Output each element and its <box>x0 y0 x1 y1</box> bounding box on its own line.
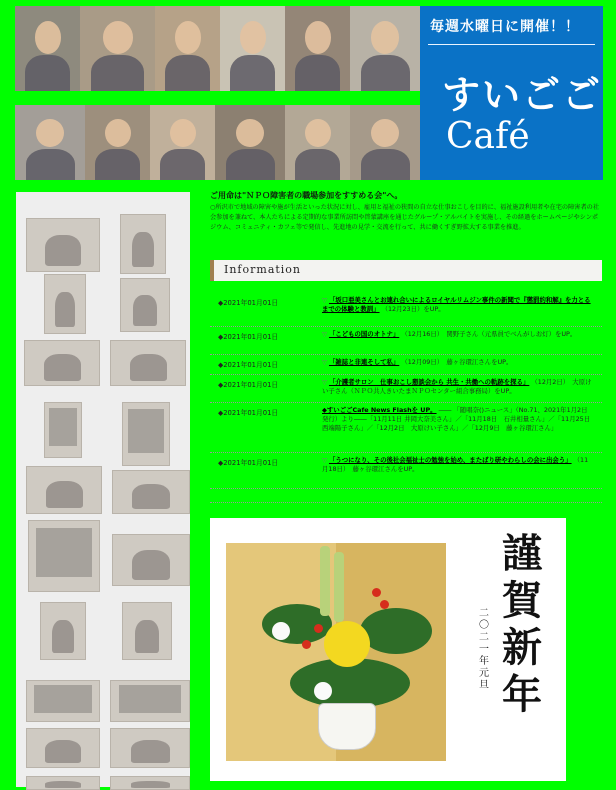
news-link[interactable]: 「こどもの国のオトナ」 <box>328 330 400 338</box>
cafe-logo <box>420 6 603 180</box>
red-berry <box>372 588 381 597</box>
header-banner <box>15 6 603 180</box>
news-item <box>210 354 602 375</box>
gallery-thumbnail[interactable] <box>26 466 102 514</box>
news-date: ◆2021年01月01日 <box>218 459 279 467</box>
news-link[interactable]: 「介護者サロン 仕事おこし懇談会から 共生・共働への軌跡を探る」 <box>328 378 530 386</box>
news-item <box>210 292 602 327</box>
gallery-thumbnail[interactable] <box>26 218 100 272</box>
news-link[interactable]: ◆すいごごCafe News Flashを UP。 <box>322 406 437 414</box>
greeting-date: 二〇二一年元旦 <box>479 608 489 691</box>
gallery-thumbnail[interactable] <box>26 680 100 722</box>
news-date: ◆2021年01月01日 <box>218 333 279 341</box>
news-item <box>210 326 602 355</box>
brand-divider <box>428 44 595 45</box>
intro-title: ご用命は"ＮＰＯ障害者の職場参加をすすめる会"へ。 <box>210 191 403 200</box>
red-berry <box>314 624 323 633</box>
news-rest: （12月2日） 大原けい子さん（ＮＰＯ共人きいたまＮＰＯセンター組合事務局）をUP。 <box>322 378 592 396</box>
news-text: ▽ 「こどもの国のオトナ」 （12月16日） 関野子さん（元県員でべんがしお灯）をUP。 <box>322 330 577 338</box>
pine-branch <box>360 608 432 654</box>
news-rest: ―― 「随唱奈()ニュース」（No.71、2021年1月2日発行）より――「11月11日 井岡大奈美さん」／「11月18日 石井相量さん」／「11月25日 西端陽子さん」／「12月2日 大原けい子さん」／「12月9日 藤ヶ谷環江さん」 <box>322 406 597 433</box>
yellow-chrysanthemum <box>324 621 370 667</box>
gallery-thumbnail[interactable] <box>44 274 86 334</box>
photo <box>155 6 220 91</box>
intro-body: ○所沢市で地域の障害や施が生活といった状況に対し、雇用と福祉の狭間の自立な仕事おこしを目的に、福祉施設利用者や在宅の障害者の社会参加を兼ねて、本人たちによる定期的な事業所訪問や啓蒙講座を通じたグループ・アルバイトを実施し、その経過をホームページやシンポジウム、コミュニティ・カフェ等で発信し、先進地の見学・交流を行って、共に働くすぎ野拡大する事業を推進。 <box>210 204 600 231</box>
gallery-thumbnail[interactable] <box>122 402 170 466</box>
news-item <box>210 402 602 453</box>
news-date: ◆2021年01月01日 <box>218 299 279 307</box>
gallery-thumbnail[interactable] <box>110 340 186 386</box>
photo <box>85 105 150 180</box>
news-rest: （11月18日） 藤ヶ谷環江さんをUP。 <box>322 456 589 474</box>
vase <box>318 703 376 750</box>
gallery-thumbnail[interactable] <box>24 340 100 386</box>
gallery-thumbnail[interactable] <box>110 680 190 722</box>
news-item <box>210 452 602 489</box>
gallery-thumbnail[interactable] <box>26 776 100 790</box>
gallery-thumbnail[interactable] <box>120 278 170 332</box>
photo <box>285 105 350 180</box>
gallery-thumbnail[interactable] <box>112 470 190 514</box>
gallery-thumbnail[interactable] <box>110 728 190 768</box>
news-rest: （12月09日） 藤ヶ谷環江さんをUP。 <box>401 358 513 366</box>
new-year-card <box>210 518 566 781</box>
news-text: ▽ 「うつになり、その後社会福祉士の勉強を始め、またばり研やわらしの会に出会う」 （11月18日） 藤ヶ谷環江さんをUP。 <box>322 456 589 474</box>
news-date: ◆2021年01月01日 <box>218 381 279 389</box>
gallery-thumbnail[interactable] <box>26 728 100 768</box>
news-link[interactable]: 「坂口亜美さんとお連れ合いによるロイヤルリムジン事件の新聞で『懲罰約和解』を力とるまでの体験と教訓」 <box>322 296 591 314</box>
photo <box>80 6 155 91</box>
photo <box>15 6 80 91</box>
photo <box>150 105 215 180</box>
brand-name-en: Café <box>446 116 530 157</box>
white-flower <box>272 622 290 640</box>
greeting-main: 謹賀新年 <box>502 530 542 718</box>
gallery-thumbnail[interactable] <box>40 602 86 660</box>
news-date: ◆2021年01月01日 <box>218 409 279 417</box>
news-link[interactable]: 「うつになり、その後社会福祉士の勉強を始め、またばり研やわらしの会に出会う」 <box>328 456 572 464</box>
news-date: ◆2021年01月01日 <box>218 361 279 369</box>
news-text <box>322 406 597 434</box>
red-berry <box>302 640 311 649</box>
photo-mosaic <box>15 6 420 180</box>
photo <box>350 6 420 91</box>
news-text: ▽ 「坂口亜美さんとお連れ合いによるロイヤルリムジン事件の新聞で『懲罰約和解』を力とるまでの体験と教訓」 （12月23日）をUP。 <box>322 296 591 314</box>
brand-name-jp: すいごご <box>442 73 603 117</box>
gallery-thumbnail[interactable] <box>110 776 190 790</box>
news-text: ▽ 「介護者サロン 仕事おこし懇談会から 共生・共働への軌跡を探る」 （12月2日） 大原けい子さん（ＮＰＯ共人きいたまＮＰＯセンター組合事務局）をUP。 <box>322 378 592 396</box>
gallery-thumbnail[interactable] <box>120 214 166 274</box>
bamboo-stalk <box>320 546 330 616</box>
gallery-thumbnail[interactable] <box>28 520 100 592</box>
gallery-thumbnail[interactable] <box>44 402 82 458</box>
news-rest: （12月16日） 関野子さん（元県員でべんがしお灯）をUP。 <box>401 330 577 338</box>
section-title: Information <box>224 263 302 276</box>
photo <box>15 105 85 180</box>
news-item <box>210 374 602 403</box>
gallery-thumbnail[interactable] <box>112 534 190 586</box>
brand-schedule: 毎週水曜日に開催！！ <box>430 19 580 35</box>
news-rest: （12月23日）をUP。 <box>381 305 445 314</box>
gallery-thumbnail[interactable] <box>122 602 172 660</box>
white-flower <box>314 682 332 700</box>
news-separator <box>210 488 602 503</box>
information-header <box>210 260 602 281</box>
photo <box>220 6 285 91</box>
sidebar-gallery <box>16 192 190 787</box>
photo <box>215 105 285 180</box>
bamboo-stalk <box>334 552 344 622</box>
photo <box>285 6 350 91</box>
photo <box>350 105 420 180</box>
news-text: ▽ 「雑誌と非連そして私」 （12月09日） 藤ヶ谷環江さんをUP。 <box>322 358 513 366</box>
red-berry <box>380 600 389 609</box>
news-link[interactable]: 「雑誌と非連そして私」 <box>328 358 400 366</box>
